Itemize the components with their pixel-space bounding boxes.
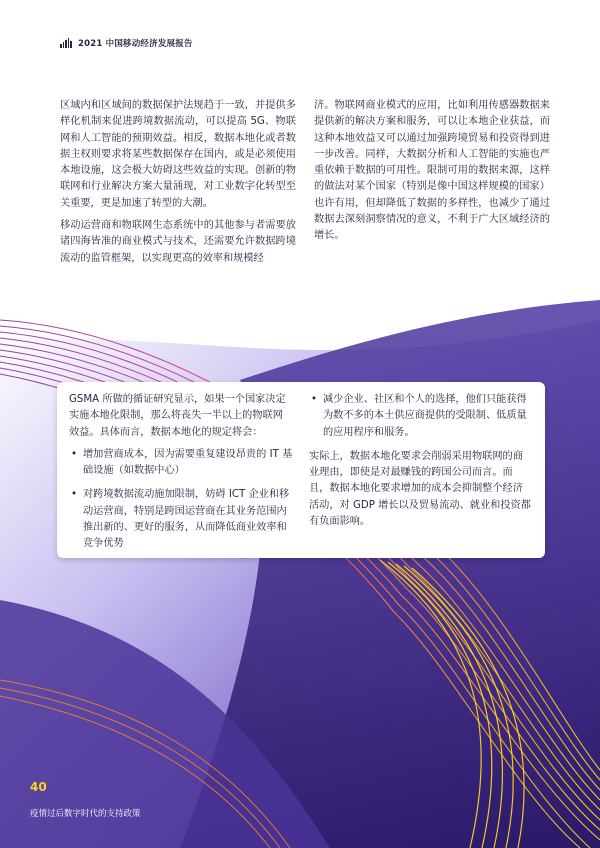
callout-intro: GSMA 所做的循证研究显示，如果一个国家决定实施本地化限制，那么将丧失一半以上的物联网效益。具体而言，数据本地化的规定将会： xyxy=(69,394,286,438)
section-title: 疫情过后数字时代的支持政策 xyxy=(30,809,141,819)
page-number: 40 xyxy=(30,780,47,794)
page-header xyxy=(60,37,193,49)
list-item: • 对跨境数据流动施加限制，妨碍 ICT 企业和移动运营商，特别是跨国运营商在其业务范围内推出新的、更好的服务，从而降低商业效率和竞争优势 xyxy=(69,487,293,552)
list-item: • 增加营商成本，因为需要重复建设昂贵的 IT 基础设施（如数据中心） xyxy=(69,447,293,480)
bullet-list xyxy=(309,392,533,441)
paragraph: 济。物联网商业模式的应用，比如利用传感器数据来提供新的解决方案和服务，可以让本地企业获益，而这种本地效益又可以通过加强跨境贸易和投资得到进一步改善。同样，大数据分析和人工智能的实施也严重依赖于数据的可用性。限制可用的数据来源，这样的做法对某个国家（特别是像中国这样规模的国家）也许有用，但却降低了数据的多样性，也减少了通过数据去深刻洞察情况的意义，不利于广大区域经济的增长。 xyxy=(314,100,550,242)
body-column-right xyxy=(314,98,550,273)
paragraph: 区域内和区域间的数据保护法规趋于一致，并提供多样化机制来促进跨境数据流动，可以提高 5G、物联网和人工智能的预期效益。相反，数据本地化或者数据主权则要求将某些数据保存在国内，或是必须使用本地设施，这会极大妨碍这些效益的实现。创新的物联网和行业解决方案大量涌现，对工业数字化转型至关重要，更是加速了转型的大潮。 xyxy=(60,100,296,209)
gsma-logo-icon xyxy=(60,38,72,48)
list-item: • 减少企业、社区和个人的选择，他们只能获得为数不多的本土供应商提供的受限制、低质量的应用程序和服务。 xyxy=(309,392,533,441)
callout-column-left xyxy=(69,392,293,550)
body-text xyxy=(60,98,550,273)
callout-card xyxy=(57,382,545,558)
callout-column-right xyxy=(309,392,533,550)
callout-conclusion: 实际上，数据本地化要求会削弱采用物联网的商业理由，即使是对最赚钱的跨国公司而言。而且，数据本地化要求增加的成本会抑制整个经济活动，对 GDP 增长以及贸易流动、就业和投资都有负面影响。 xyxy=(309,450,531,528)
bullet-list xyxy=(69,447,293,553)
paragraph: 移动运营商和物联网生态系统中的其他参与者需要放诸四海皆准的商业模式与技术，还需要允许数据跨境流动的监管框架，以实现更高的效率和规模经 xyxy=(60,220,296,264)
body-column-left xyxy=(60,98,296,273)
report-title: 2021 中国移动经济发展报告 xyxy=(78,39,193,49)
